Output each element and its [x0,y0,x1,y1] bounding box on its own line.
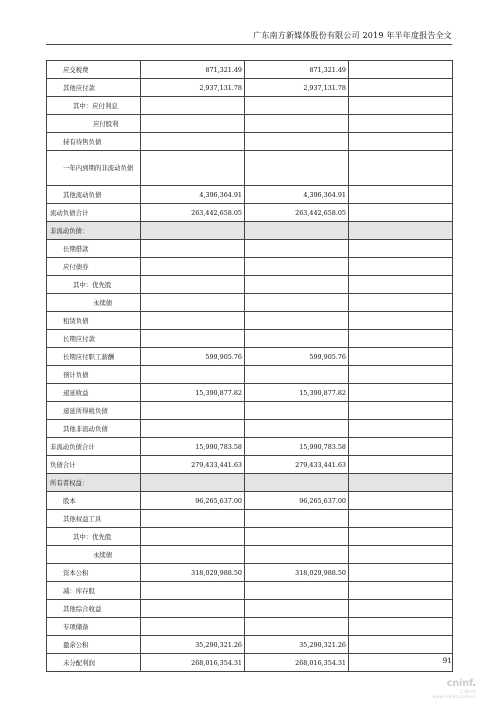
table-row [47,510,453,528]
row-prior-value [245,97,349,115]
table-row [47,115,453,133]
row-label: 非流动负债合计 [47,438,141,456]
row-empty-cell [349,61,453,79]
row-current-value [141,240,245,258]
row-label: 其他流动负债 [47,186,141,204]
table-row [47,348,453,366]
header-rule [46,44,452,45]
row-current-value: 279,433,441.63 [141,456,245,474]
cninfo-logo-tagline: 巨潮资讯 [460,689,476,694]
row-empty-cell [349,366,453,384]
row-prior-value [245,366,349,384]
table-row [47,330,453,348]
table-row [47,222,453,240]
row-prior-value [245,546,349,564]
table-row [47,258,453,276]
row-current-value: 15,390,877.82 [141,384,245,402]
cninfo-logo-url: www.cninfo.com.cn [432,695,476,700]
row-current-value [141,294,245,312]
row-prior-value [245,528,349,546]
row-label: 盈余公积 [47,636,141,654]
row-current-value [141,258,245,276]
row-label: 递延收益 [47,384,141,402]
table-row [47,402,453,420]
table-row [47,438,453,456]
table-row [47,204,453,222]
cninfo-logo [418,678,476,700]
row-prior-value [245,510,349,528]
row-prior-value [245,151,349,186]
row-label: 其他非流动负债 [47,420,141,438]
row-current-value [141,97,245,115]
row-label: 长期应付职工薪酬 [47,348,141,366]
row-empty-cell [349,258,453,276]
row-label: 租赁负债 [47,312,141,330]
row-current-value [141,474,245,492]
row-label: 专项储备 [47,618,141,636]
row-prior-value [245,258,349,276]
row-empty-cell [349,636,453,654]
row-current-value: 268,016,354.31 [141,654,245,672]
row-label: 资本公积 [47,564,141,582]
row-prior-value: 2,937,131.78 [245,79,349,97]
row-current-value [141,510,245,528]
row-current-value [141,420,245,438]
row-empty-cell [349,312,453,330]
row-current-value: 35,290,321.26 [141,636,245,654]
table-row [47,240,453,258]
row-current-value: 318,029,988.50 [141,564,245,582]
row-current-value [141,402,245,420]
row-empty-cell [349,402,453,420]
row-label: 其中：应付利息 [47,97,141,115]
row-prior-value [245,312,349,330]
row-prior-value [245,276,349,294]
row-prior-value [245,402,349,420]
row-current-value [141,528,245,546]
row-empty-cell [349,456,453,474]
row-label: 其他权益工具 [47,510,141,528]
row-prior-value [245,618,349,636]
row-empty-cell [349,186,453,204]
page-header: 广东南方新媒体股份有限公司 2019 年半年度报告全文 [253,31,452,40]
row-prior-value: 263,442,658.05 [245,204,349,222]
row-label: 其他应付款 [47,79,141,97]
row-empty-cell [349,115,453,133]
row-prior-value [245,582,349,600]
table-row [47,546,453,564]
row-current-value [141,618,245,636]
table-row [47,186,453,204]
cninfo-logo-mark: cninf. [446,678,476,689]
table-row [47,582,453,600]
row-empty-cell [349,151,453,186]
row-current-value: 599,905.76 [141,348,245,366]
row-empty-cell [349,618,453,636]
row-label: 长期应付款 [47,330,141,348]
row-current-value [141,330,245,348]
balance-sheet-body [47,61,453,672]
row-prior-value: 4,396,364.91 [245,186,349,204]
row-label: 其中：优先股 [47,276,141,294]
balance-sheet-table [46,60,453,672]
row-current-value [141,115,245,133]
row-current-value: 871,321.49 [141,61,245,79]
row-label: 所有者权益： [47,474,141,492]
row-prior-value [245,600,349,618]
table-row [47,97,453,115]
row-prior-value [245,133,349,151]
row-empty-cell [349,420,453,438]
row-prior-value [245,294,349,312]
table-row [47,366,453,384]
row-empty-cell [349,204,453,222]
row-prior-value [245,474,349,492]
table-row [47,312,453,330]
row-label: 长期借款 [47,240,141,258]
row-current-value: 263,442,658.05 [141,204,245,222]
row-label: 永续债 [47,294,141,312]
table-row [47,600,453,618]
row-current-value [141,600,245,618]
table-row [47,474,453,492]
row-current-value [141,366,245,384]
row-prior-value: 268,016,354.31 [245,654,349,672]
row-prior-value: 96,265,637.00 [245,492,349,510]
row-current-value [141,546,245,564]
row-empty-cell [349,384,453,402]
table-row [47,564,453,582]
table-row [47,133,453,151]
row-label: 应交税费 [47,61,141,79]
table-row [47,151,453,186]
row-current-value: 96,265,637.00 [141,492,245,510]
row-label: 递延所得税负债 [47,402,141,420]
table-row [47,636,453,654]
row-prior-value: 15,390,877.82 [245,384,349,402]
table-row [47,528,453,546]
row-current-value: 4,396,364.91 [141,186,245,204]
row-label: 非流动负债： [47,222,141,240]
row-current-value [141,582,245,600]
row-empty-cell [349,330,453,348]
row-prior-value [245,115,349,133]
row-label: 一年内到期的非流动负债 [47,151,141,186]
row-prior-value: 15,990,783.58 [245,438,349,456]
table-row [47,420,453,438]
row-empty-cell [349,654,453,672]
table-row [47,294,453,312]
row-label: 应付债券 [47,258,141,276]
row-label: 股本 [47,492,141,510]
row-empty-cell [349,348,453,366]
row-label: 持有待售负债 [47,133,141,151]
row-prior-value [245,330,349,348]
row-label: 其中：优先股 [47,528,141,546]
table-row [47,456,453,474]
row-prior-value: 35,290,321.26 [245,636,349,654]
row-current-value [141,222,245,240]
row-empty-cell [349,276,453,294]
row-current-value [141,276,245,294]
page-number: 91 [442,656,452,665]
row-prior-value [245,240,349,258]
row-empty-cell [349,79,453,97]
table-row [47,618,453,636]
row-empty-cell [349,438,453,456]
row-empty-cell [349,582,453,600]
table-row [47,276,453,294]
row-label: 永续债 [47,546,141,564]
row-prior-value: 871,321.49 [245,61,349,79]
row-empty-cell [349,564,453,582]
row-empty-cell [349,600,453,618]
row-empty-cell [349,240,453,258]
table-row [47,79,453,97]
row-empty-cell [349,546,453,564]
row-empty-cell [349,492,453,510]
row-prior-value: 318,029,988.50 [245,564,349,582]
row-empty-cell [349,133,453,151]
row-current-value: 15,990,783.58 [141,438,245,456]
row-label: 负债合计 [47,456,141,474]
row-prior-value [245,420,349,438]
row-label: 其他综合收益 [47,600,141,618]
row-label: 流动负债合计 [47,204,141,222]
row-current-value [141,312,245,330]
row-prior-value: 279,433,441.63 [245,456,349,474]
table-row [47,492,453,510]
row-current-value: 2,937,131.78 [141,79,245,97]
row-empty-cell [349,510,453,528]
table-row [47,61,453,79]
row-empty-cell [349,97,453,115]
row-label: 预计负债 [47,366,141,384]
row-prior-value [245,222,349,240]
row-prior-value: 599,905.76 [245,348,349,366]
table-row [47,654,453,672]
row-empty-cell [349,222,453,240]
row-current-value [141,133,245,151]
row-empty-cell [349,528,453,546]
row-label: 未分配利润 [47,654,141,672]
row-label: 减：库存股 [47,582,141,600]
row-empty-cell [349,474,453,492]
table-row [47,384,453,402]
row-label: 应付股利 [47,115,141,133]
row-current-value [141,151,245,186]
row-empty-cell [349,294,453,312]
